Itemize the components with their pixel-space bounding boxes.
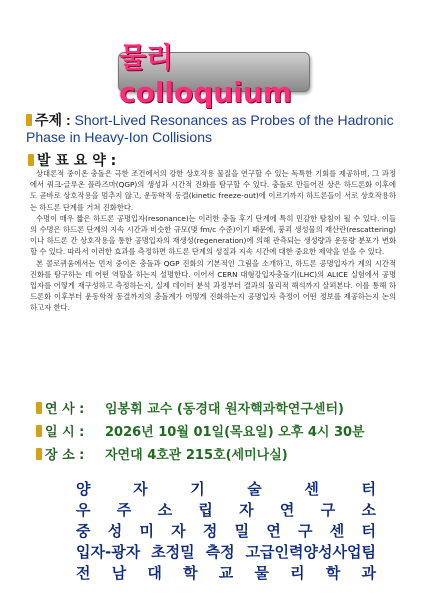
subject-lead: 주제 : [35, 112, 71, 128]
date-label: 일 시 : [45, 425, 85, 440]
date-row [36, 421, 396, 440]
abstract-paragraph-1: 상대론적 중이온 충돌은 극한 조건에서의 강한 상호작용 물질을 연구할 수 있는 독특한 기회를 제공하며, 그 과정에서 쿼크-글루온 플라즈마(QGP)의 생성과 시간적 진화를 탐구할 수 있다. 충돌로 만들어진 상은 하드론화 이후에도 곧바로 상호작용을 멈추지 않고, 운동학적 동결(kinetic freeze-out)에 이르기까지 하드론들이 서로 상호작용하는 하드론 단계를 거쳐 진화한다. [30, 169, 396, 212]
institution-line-4 [76, 541, 376, 562]
inst-char: 양 [76, 480, 91, 498]
bullet-icon [36, 425, 42, 437]
inst-word: 측정 [205, 543, 235, 561]
bullet-icon [26, 114, 32, 126]
colloquium-title: 물리colloquium [119, 40, 292, 109]
date-value: 2026년 10월 01일(목요일) 오후 4시 30분 [105, 425, 365, 440]
bullet-icon [28, 154, 34, 166]
inst-char: 기 [190, 480, 205, 498]
inst-char: 주 [116, 501, 132, 519]
inst-char: 대 [147, 564, 162, 582]
institution-line-3 [76, 520, 376, 541]
subject-title: Short-Lived Resonances as Probes of the Hadronic Phase in Heavy-Ion Collisions [26, 112, 394, 145]
title-banner [118, 40, 310, 109]
inst-char: 연 [279, 501, 295, 519]
inst-char: 소 [157, 501, 173, 519]
inst-char: 자 [171, 522, 186, 540]
inst-word: 초정밀 [151, 543, 195, 561]
inst-char: 중 [76, 522, 91, 540]
inst-char: 터 [361, 480, 376, 498]
inst-char: 소 [361, 501, 376, 519]
inst-char: 학 [325, 564, 341, 582]
speaker-label: 연 사 : [45, 402, 85, 417]
place-label: 장 소 : [45, 448, 85, 463]
speaker-row [36, 398, 396, 417]
inst-word: 입자-광자 [76, 543, 141, 561]
inst-char: 립 [198, 501, 213, 519]
institution-line-1 [76, 478, 376, 499]
inst-char: 우 [76, 501, 91, 519]
abstract-body [30, 168, 396, 314]
inst-word: 고급인력양성사업팀 [245, 543, 376, 561]
inst-char: 성 [107, 522, 123, 540]
inst-char: 터 [361, 522, 376, 540]
inst-char: 전 [76, 564, 91, 582]
inst-char: 밀 [234, 522, 250, 540]
inst-char: 교 [218, 564, 234, 582]
abstract-heading-row [28, 150, 116, 170]
speaker-value: 임봉휘 교수 (동경대 원자핵과학연구센터) [105, 402, 344, 417]
inst-char: 술 [247, 480, 262, 498]
bullet-icon [36, 448, 42, 460]
inst-char: 구 [320, 501, 336, 519]
inst-char: 자 [239, 501, 254, 519]
inst-char: 자 [133, 480, 148, 498]
inst-char: 센 [304, 480, 319, 498]
inst-char: 연 [266, 522, 281, 540]
abstract-paragraph-3: 본 콜로퀴움에서는 먼저 중이온 충돌과 QGP 진화의 기본적인 그림을 소개하고, 하드론 공명입자가 계의 시간적 진화를 탐구하는 데 어떤 역할을 하는지 설명한다. 이어서 CERN 대형강입자충돌기(LHC)의 ALICE 실험에서 공명입자를 어떻게 재구성하고 측정하는지, 실제 데이터 분석 과정부터 결과의 물리적 해석까지 살펴본다. 이를 통해 하드론화 이후부터 운동학적 동결까지의 충돌계가 어떻게 진화하는지 공명입자 측정이 어떤 정보를 제공하는지 논의하고자 한다. [30, 258, 396, 313]
inst-char: 구 [298, 522, 313, 540]
institution-line-2 [76, 499, 376, 520]
inst-char: 리 [290, 564, 305, 582]
inst-char: 정 [202, 522, 218, 540]
abstract-paragraph-2: 수명이 매우 짧은 하드론 공명입자(resonance)는 이러한 충돌 후기 단계에 특히 민감한 탐침이 될 수 있다. 이들의 수명은 하드론 단계의 지속 시간과 비슷한 규모(몇 fm/c 수준)이기 때문에, 붕괴 생성물의 재산란(rescattering)이나 하드론 간 상호작용을 통한 공명입자의 재생성(regeneration)에 의해 관측되는 생성량과 운동량 분포가 변화할 수 있다. 따라서 이러한 효과를 측정하면 하드론 단계의 성질과 지속 시간에 대한 중요한 제약을 얻을 수 있다. [30, 213, 396, 257]
inst-char: 남 [111, 564, 127, 582]
inst-char: 과 [361, 564, 376, 582]
inst-char: 학 [183, 564, 198, 582]
inst-char: 센 [329, 522, 345, 540]
inst-char: 물 [254, 564, 269, 582]
bullet-icon [36, 402, 42, 414]
place-row [36, 444, 396, 463]
abstract-heading: 발 표 요 약 : [37, 153, 117, 169]
place-value: 자연대 4호관 215호(세미나실) [105, 448, 288, 463]
subject-block [26, 112, 396, 146]
institution-line-5 [76, 562, 376, 583]
inst-char: 미 [139, 522, 154, 540]
